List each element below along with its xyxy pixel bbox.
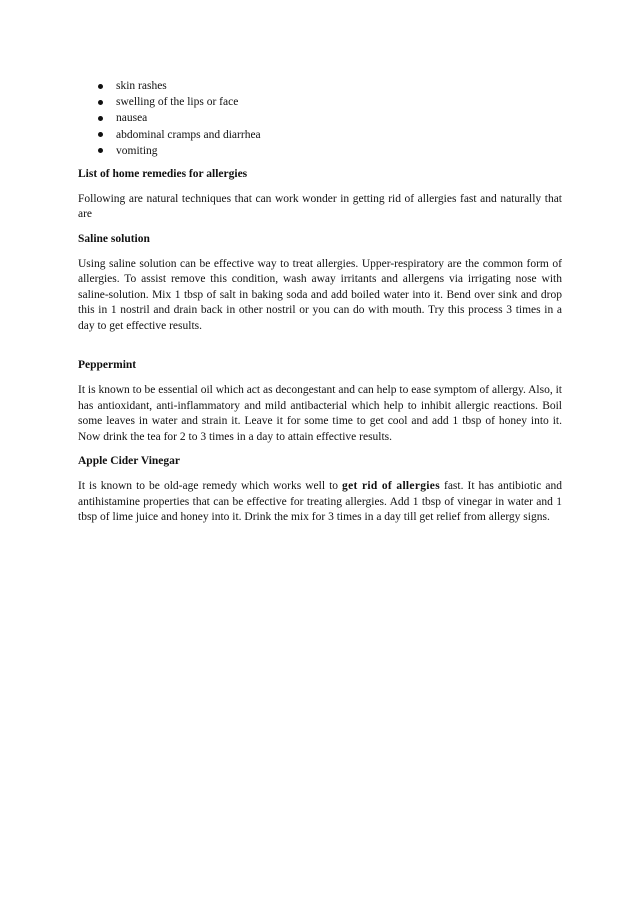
peppermint-heading: Peppermint bbox=[78, 359, 137, 372]
acv-heading: Apple Cider Vinegar bbox=[78, 455, 181, 468]
list-item-text: abdominal cramps and diarrhea bbox=[116, 128, 261, 141]
document-page bbox=[78, 78, 562, 526]
list-item-text: vomiting bbox=[116, 144, 158, 157]
saline-paragraph: Using saline solution can be effective way to treat allergies. Upper-respiratory are the common form of allergies. To assist remove this condition, wash away irritants and allergens via irrigating nose with saline-solution. Mix 1 tbsp of salt in baking soda and add boiled water into it. Bend over sink and drop this in 1 nostril and drain back in other nostril or you can do with mouth. Try this process 3 times in a day to get effective results. bbox=[78, 257, 562, 332]
list-item bbox=[78, 143, 562, 159]
acv-keyword-link[interactable]: get rid of allergies bbox=[342, 480, 440, 493]
bullet-icon bbox=[98, 116, 103, 121]
peppermint-paragraph: It is known to be essential oil which act as decongestant and can help to ease symptom of allergy. Also, it has antioxidant, anti-inflammatory and mild antibacterial which help to inhibit allergic reactions. Boil some leaves in water and strain it. Leave it for some time to get cool and add 1 tbsp of honey into it. Now drink the tea for 2 to 3 times in a day to attain effective results. bbox=[78, 384, 562, 443]
list-item-text: skin rashes bbox=[116, 80, 167, 92]
bullet-icon bbox=[98, 132, 103, 137]
remedies-intro: Following are natural techniques that can work wonder in getting rid of allergies fast and naturally that are bbox=[78, 192, 562, 221]
acv-text-after: fast. It has antibiotic and antihistamine properties that can be effective for treating allergies. Add 1 tbsp of vinegar in water and 1 tbsp of lime juice and honey into it. Drink the mix for 3 times in a day till get relief from allergy signs. bbox=[78, 480, 562, 524]
list-item bbox=[78, 94, 562, 110]
list-item-text: swelling of the lips or face bbox=[116, 96, 239, 109]
list-item bbox=[78, 110, 562, 126]
acv-text-before: It is known to be old-age remedy which works well to bbox=[78, 480, 343, 493]
bullet-icon bbox=[98, 84, 103, 89]
bullet-icon bbox=[98, 100, 103, 105]
list-item bbox=[78, 78, 562, 94]
bullet-icon bbox=[98, 148, 103, 153]
acv-paragraph bbox=[78, 479, 562, 526]
remedies-heading: List of home remedies for allergies bbox=[78, 167, 248, 180]
list-item-text: nausea bbox=[116, 112, 148, 125]
list-item bbox=[78, 127, 562, 143]
symptom-list bbox=[78, 78, 562, 159]
saline-heading: Saline solution bbox=[78, 232, 150, 245]
